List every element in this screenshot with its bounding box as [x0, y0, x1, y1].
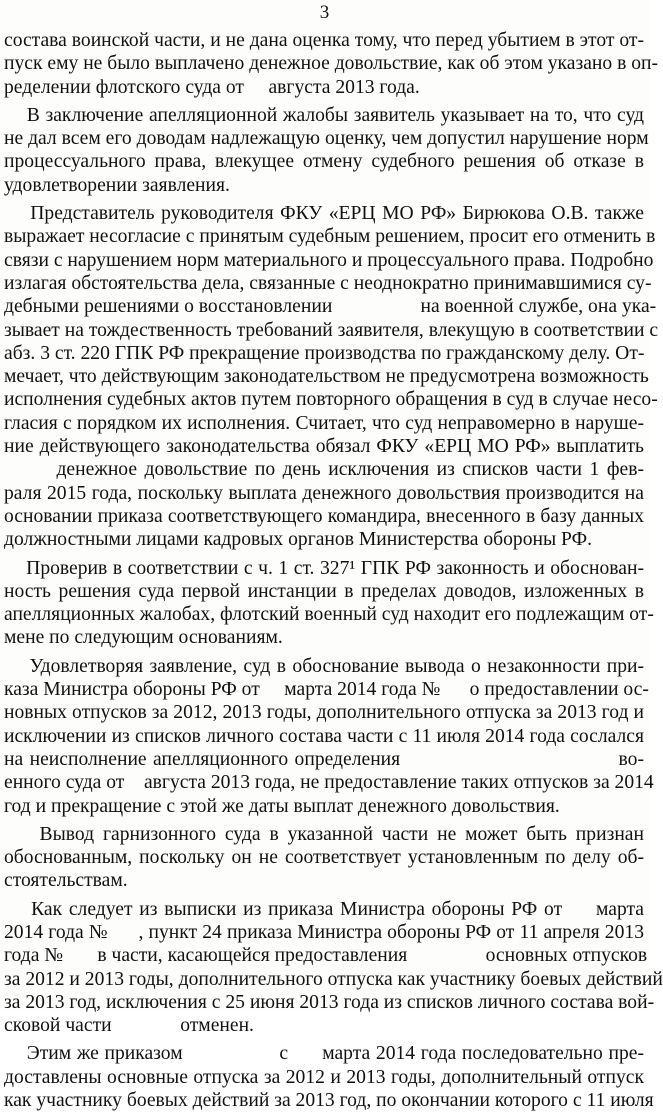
text-line: год и прекращение с этой же даты выплат денежного довольствия. [4, 795, 560, 817]
text-line: состава воинской части, и не дана оценка тому, что перед убытием в этот от- [4, 30, 644, 51]
text-line: исполнения судебных актов путем повторного обращения в суд в случае несо- [4, 389, 658, 411]
text-line: должностными лицами кадровых органов Министерства обороны РФ. [4, 529, 592, 551]
text-line: обоснованным, поскольку он не соответствует установленным по делу об- [4, 847, 644, 869]
text-line: сковой части отменен. [4, 1015, 254, 1037]
paragraph [4, 898, 663, 1038]
paragraph [4, 655, 654, 818]
paragraph [4, 104, 649, 197]
text-line: процессуального права, влекущее отмену судебного решения об отказе в [4, 151, 644, 173]
text-line: ность решения суда первой инстанции в пределах доводов, изложенных в [4, 580, 644, 602]
text-line: не дал всем его доводам надлежащую оценку, чем допустил нарушение норм [4, 128, 649, 150]
text-line: денежное довольствие по день исключения из списков части 1 фев- [4, 459, 644, 481]
text-line: как участнику боевых действий за 2013 год, по окончании которого с 11 июля [4, 1090, 654, 1112]
text-line: дебными решениями о восстановлении на военной службе, она ука- [4, 296, 657, 318]
text-line: выражает несогласие с принятым судебным решением, просит его отменить в [4, 226, 656, 248]
text-line: стоятельствам. [4, 870, 128, 892]
text-line: пуск ему не было выплачено денежное довольствие, как об этом указано в оп- [4, 53, 659, 75]
text-line: апелляционных жалобах, флотский военный суд находит его подлежащим от- [4, 604, 654, 626]
text-line: излагая обстоятельства дела, связанные с неоднократно принимавшимися су- [4, 272, 652, 294]
text-line: Вывод гарнизонного суда в указанной части не может быть признан [4, 823, 644, 845]
text-line: Проверив в соответствии с ч. 1 ст. 327¹ ГПК РФ законность и обоснован- [4, 557, 644, 579]
paragraph [4, 29, 659, 99]
text-line: зывает на тождественность требований заявителя, влекущую в соответствии с [4, 319, 659, 341]
text-line: енного суда от августа 2013 года, не предоставление таких отпусков за 2014 [4, 772, 654, 794]
text-line: мечает, что действующим законодательством не предусмотрена возможность [4, 366, 649, 388]
text-line: связи с нарушением норм материального и процессуального права. Подробно [4, 249, 654, 271]
text-line: Представитель руководителя ФКУ «ЕРЦ МО РФ» Бирюкова О.В. также [4, 203, 644, 225]
text-line: Как следует из выписки из приказа Министра обороны РФ от марта [4, 898, 644, 920]
text-line: удовлетворении заявления. [4, 174, 230, 196]
document-body [4, 29, 663, 1117]
page-number: 3 [319, 2, 330, 23]
text-line: ние действующего законодательства обязал ФКУ «ЕРЦ МО РФ» выплатить [4, 436, 644, 458]
text-line: 2014 года № , пункт 24 приказа Министра обороны РФ от 11 апреля 2013 [4, 921, 644, 943]
text-line: Этим же приказом с марта 2014 года последовательно пре- [4, 1043, 644, 1065]
text-line: каза Министра обороны РФ от марта 2014 года № о предоставлении ос- [4, 679, 649, 701]
text-line: года № в части, касающейся предоставления основных отпусков [4, 945, 648, 967]
text-line: раля 2015 года, поскольку выплата денежного довольствия производится на [4, 482, 644, 504]
text-line: новных отпусков за 2012, 2013 годы, дополнительного отпуска за 2013 год и [4, 702, 644, 724]
text-line: за 2012 и 2013 годы, дополнительного отпуска как участнику боевых действий [4, 968, 663, 990]
text-line: гласия с порядком их исполнения. Считает, что суд неправомерно в наруше- [4, 412, 644, 434]
text-line: Удовлетворяя заявление, суд в обоснование вывода о незаконности при- [4, 655, 644, 677]
text-line: на неисполнение апелляционного определения во- [4, 748, 644, 770]
text-line: доставлены основные отпуска за 2012 и 2013 годы, дополнительный отпуск [4, 1066, 644, 1088]
text-line: абз. 3 ст. 220 ГПК РФ прекращение производства по гражданскому делу. От- [4, 342, 645, 364]
text-line: основании приказа соответствующего командира, внесенного в базу данных [4, 505, 644, 527]
text-line: мене по следующим основаниям. [4, 627, 283, 649]
text-line: исключении из списков личного состава части с 11 июля 2014 года сослался [4, 725, 644, 747]
paragraph [4, 823, 644, 893]
text-line: В заключение апелляционной жалобы заявитель указывает на то, что суд [4, 104, 644, 126]
text-line: за 2013 год, исключения с 25 июня 2013 года из списков личного состава вой- [4, 991, 655, 1013]
paragraph [4, 202, 659, 551]
paragraph [4, 557, 654, 650]
paragraph [4, 1042, 654, 1112]
text-line: ределении флотского суда от августа 2013 года. [4, 76, 420, 98]
